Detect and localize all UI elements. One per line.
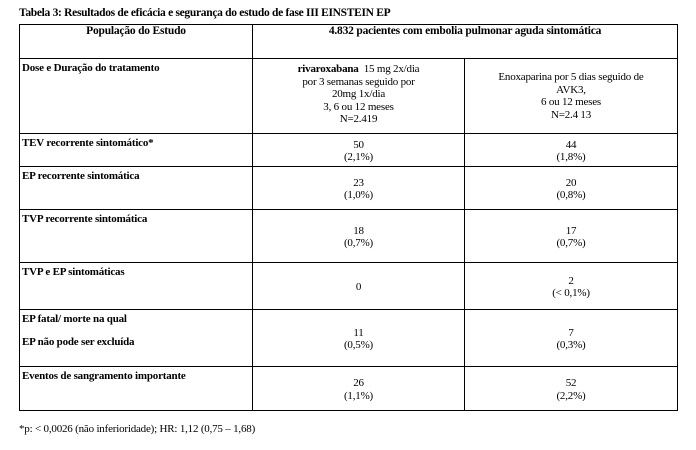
- table-row: [20, 134, 678, 167]
- rivaroxaban-value: [253, 167, 465, 210]
- percent: (0,3%): [556, 339, 586, 351]
- count: 0: [355, 280, 362, 293]
- percent: (0,7%): [556, 237, 586, 249]
- rivaroxaban-dose-line1: 15 mg 2x/dia: [363, 63, 420, 75]
- count: 17: [565, 224, 577, 237]
- rivaroxaban-value: [253, 263, 465, 310]
- enoxaparin-dose-cell: [465, 59, 678, 134]
- row-label: Eventos de sangramento importante: [20, 367, 253, 411]
- table-caption: Tabela 3: Resultados de eficácia e segurança do estudo de fase III EINSTEIN EP: [19, 7, 391, 19]
- percent: (2,1%): [343, 151, 374, 163]
- row-label-dose: Dose e Duração do tratamento: [20, 59, 253, 134]
- row-label: TVP e EP sintomáticas: [20, 263, 253, 310]
- row-label: EP recorrente sintomática: [20, 167, 253, 210]
- population-header: População do Estudo: [20, 25, 253, 59]
- row-label-line1: EP fatal/ morte na qual: [22, 313, 127, 325]
- count: 2: [568, 274, 574, 287]
- efficacy-results-table: [19, 24, 678, 411]
- rivaroxaban-drug-name: rivaroxabana: [297, 63, 359, 75]
- percent: (1,1%): [343, 389, 374, 402]
- enoxaparin-value: [465, 263, 678, 310]
- table-row: [20, 310, 678, 367]
- enoxaparin-dose-line1: Enoxaparina por 5 dias seguido de: [498, 71, 644, 83]
- rivaroxaban-dose-line4: 3, 6 ou 12 meses: [323, 100, 394, 113]
- row-label: TEV recorrente sintomático*: [20, 134, 253, 167]
- enoxaparin-dose-line3: 6 ou 12 meses: [540, 96, 602, 108]
- enoxaparin-value: [465, 134, 678, 167]
- percent: (0,7%): [343, 237, 374, 249]
- population-value: 4.832 pacientes com embolia pulmonar aguda sintomática: [253, 25, 678, 59]
- count: 26: [353, 377, 364, 389]
- rivaroxaban-n: N=2.419: [339, 113, 378, 125]
- table-row: [20, 210, 678, 263]
- rivaroxaban-dose-line2: por 3 semanas seguido por: [302, 75, 415, 88]
- row-label: TVP recorrente sintomática: [20, 210, 253, 263]
- count: 7: [568, 326, 574, 339]
- count: 18: [353, 224, 364, 237]
- table-row: [20, 59, 678, 134]
- enoxaparin-value: [465, 210, 678, 263]
- enoxaparin-value: [465, 167, 678, 210]
- count: 50: [353, 138, 364, 151]
- enoxaparin-dose-line2: AVK3,: [556, 83, 586, 96]
- table-row: [20, 367, 678, 411]
- percent: (0,5%): [343, 339, 374, 351]
- count: 52: [565, 377, 577, 389]
- percent: (1,8%): [556, 151, 586, 163]
- header-row: [20, 25, 678, 59]
- rivaroxaban-value: [253, 367, 465, 411]
- count: 23: [353, 176, 364, 189]
- row-label-line2: EP não pode ser excluída: [22, 335, 135, 348]
- rivaroxaban-dose-cell: [253, 59, 465, 134]
- table-row: [20, 263, 678, 310]
- rivaroxaban-value: [253, 210, 465, 263]
- count: 20: [565, 176, 577, 189]
- enoxaparin-n: N=2.4 13: [550, 108, 592, 121]
- percent: (1,0%): [343, 189, 374, 201]
- table-row: [20, 167, 678, 210]
- count: 44: [565, 138, 577, 151]
- percent: (0,8%): [556, 189, 586, 201]
- rivaroxaban-value: [253, 310, 465, 367]
- percent: (2,2%): [556, 389, 586, 402]
- rivaroxaban-value: [253, 134, 465, 167]
- row-label: [20, 310, 253, 367]
- count: 11: [353, 326, 364, 339]
- enoxaparin-value: [465, 310, 678, 367]
- footnote: *p: < 0,0026 (não inferioridade); HR: 1,12 (0,75 – 1,68): [19, 423, 256, 435]
- percent: (< 0,1%): [552, 287, 590, 299]
- enoxaparin-value: [465, 367, 678, 411]
- rivaroxaban-dose-line3: 20mg 1x/dia: [331, 88, 386, 100]
